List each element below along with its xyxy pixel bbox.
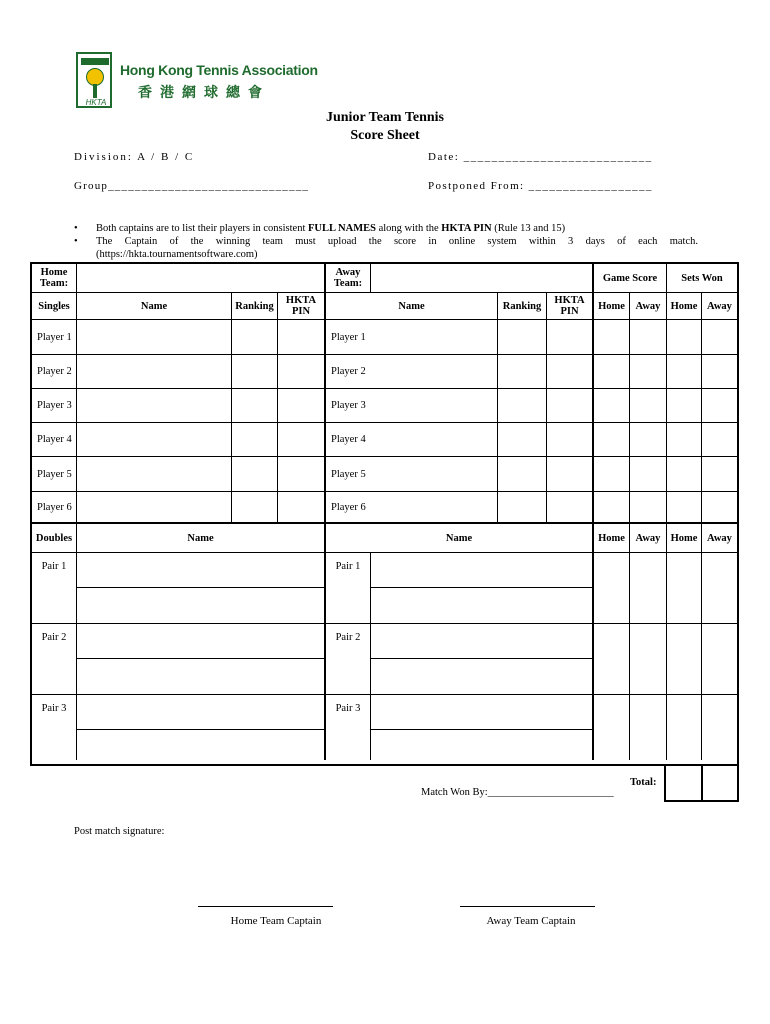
away-player-pin-input[interactable] [547,423,594,457]
home-player-label: Player 6 [32,492,77,524]
pair-game-home-input[interactable] [594,695,630,760]
sets-won-header: Sets Won [667,264,737,293]
game-home-input[interactable] [594,457,630,492]
doubles-game-home-header: Home [594,524,630,553]
hkta-logo [76,52,316,110]
game-away-input[interactable] [630,457,667,492]
away-player-label: Player 5 [326,457,371,492]
away-team-label: Away Team: [326,264,371,293]
away-player-label: Player 4 [326,423,371,457]
home-player-name-input[interactable] [77,389,232,423]
pair-game-home-input[interactable] [594,624,630,695]
away-pair-player-1-input[interactable] [371,624,594,659]
home-player-ranking-input[interactable] [232,320,278,355]
game-home-input[interactable] [594,492,630,524]
home-player-ranking-input[interactable] [232,389,278,423]
logo-emblem [76,52,112,108]
away-player-name-input[interactable] [371,423,498,457]
home-pair-label: Pair 2 [32,624,77,695]
instruction-2 [74,235,698,248]
logo-english-name: Hong Kong Tennis Association [120,62,318,78]
division-field[interactable]: Division: A / B / C [74,151,195,163]
pair-sets-home-input[interactable] [667,695,702,760]
pair-sets-away-input[interactable] [702,624,737,695]
home-pair-player-1-input[interactable] [77,695,326,730]
sets-away-input[interactable] [702,423,737,457]
bullet-icon: • [74,223,78,234]
away-player-name-input[interactable] [371,355,498,389]
logo-bar [81,58,109,65]
instruction-1-text: Both captains are to list their players in consistent [96,223,308,234]
home-player-pin-input[interactable] [278,389,326,423]
pair-sets-away-input[interactable] [702,695,737,760]
away-player-ranking-input[interactable] [498,423,547,457]
home-doubles-name-header: Name [77,524,326,553]
game-home-input[interactable] [594,355,630,389]
away-pair-label: Pair 3 [326,695,371,760]
away-player-name-input[interactable] [371,320,498,355]
home-player-label: Player 1 [32,320,77,355]
doubles-game-away-header: Away [630,524,667,553]
away-player-pin-input[interactable] [547,320,594,355]
title-line2: Score Sheet [350,128,420,143]
home-player-label: Player 4 [32,423,77,457]
pair-game-away-input[interactable] [630,624,667,695]
game-away-input[interactable] [630,423,667,457]
bullet-icon: • [74,236,78,247]
game-away-input[interactable] [630,492,667,524]
home-pair-player-1-input[interactable] [77,624,326,659]
away-player-label: Player 1 [326,320,371,355]
away-player-label: Player 2 [326,355,371,389]
date-field[interactable]: Date: ___________________________ [428,151,653,163]
full-names-emphasis: FULL NAMES [308,223,376,234]
sets-home-input[interactable] [667,355,702,389]
title-line1: Junior Team Tennis [325,110,445,125]
instructions [74,222,698,261]
away-player-ranking-input[interactable] [498,492,547,524]
home-player-label: Player 5 [32,457,77,492]
away-team-input[interactable] [371,264,594,293]
total-away-box[interactable] [701,764,739,802]
home-team-label: Home Team: [32,264,77,293]
away-pair-label: Pair 1 [326,553,371,624]
home-player-name-input[interactable] [77,457,232,492]
match-won-by-field[interactable]: Match Won By:________________________ [421,787,614,798]
pair-game-away-input[interactable] [630,553,667,624]
home-pair-label: Pair 3 [32,695,77,760]
home-pair-player-2-input[interactable] [77,730,326,760]
sets-away-input[interactable] [702,320,737,355]
game-home-header: Home [594,293,630,320]
home-captain-label: Home Team Captain [230,915,322,927]
instruction-1 [74,222,698,235]
sets-away-input[interactable] [702,389,737,423]
home-player-pin-input[interactable] [278,355,326,389]
home-player-name-input[interactable] [77,492,232,524]
pair-sets-away-input[interactable] [702,553,737,624]
postponed-field[interactable]: Postponed From: __________________ [428,180,653,192]
group-field[interactable]: Group______________________________ [74,180,310,192]
away-pair-player-2-input[interactable] [371,659,594,695]
home-player-label: Player 3 [32,389,77,423]
away-name-header: Name [326,293,498,320]
sets-home-input[interactable] [667,389,702,423]
game-home-input[interactable] [594,423,630,457]
score-table [30,262,739,766]
home-player-pin-input[interactable] [278,320,326,355]
home-pin-header: HKTA PIN [278,293,326,320]
home-player-name-input[interactable] [77,320,232,355]
total-home-box[interactable] [664,764,703,802]
away-player-ranking-input[interactable] [498,457,547,492]
away-player-label: Player 3 [326,389,371,423]
game-away-input[interactable] [630,389,667,423]
instruction-2-link[interactable]: (https://hkta.tournamentsoftware.com) [96,249,258,260]
sets-away-input[interactable] [702,457,737,492]
pair-sets-home-input[interactable] [667,624,702,695]
home-player-name-input[interactable] [77,355,232,389]
home-player-label: Player 2 [32,355,77,389]
sets-home-input[interactable] [667,457,702,492]
sets-away-input[interactable] [702,355,737,389]
away-pin-header: HKTA PIN [547,293,594,320]
away-player-pin-input[interactable] [547,355,594,389]
home-player-pin-input[interactable] [278,423,326,457]
instruction-1-mid: along with the [375,223,442,234]
home-captain-signature-line[interactable] [198,906,333,907]
sets-home-input[interactable] [667,492,702,524]
away-player-ranking-input[interactable] [498,355,547,389]
away-player-pin-input[interactable] [547,457,594,492]
home-pair-label: Pair 1 [32,553,77,624]
logo-chinese-name: 香港網球總會 [138,85,270,101]
home-player-ranking-input[interactable] [232,457,278,492]
home-player-pin-input[interactable] [278,492,326,524]
pair-game-home-input[interactable] [594,553,630,624]
instruction-1-rule: (Rule 13 and 15) [491,223,566,234]
total-label: Total: [630,777,657,788]
home-pair-player-1-input[interactable] [77,553,326,588]
away-captain-signature-line[interactable] [460,906,595,907]
logo-stick [93,84,97,98]
logo-abbr: HKTA [85,98,107,107]
away-player-name-input[interactable] [371,389,498,423]
doubles-sets-away-header: Away [702,524,737,553]
home-player-ranking-input[interactable] [232,423,278,457]
game-home-input[interactable] [594,389,630,423]
home-ranking-header: Ranking [232,293,278,320]
game-score-header: Game Score [594,264,667,293]
hkta-pin-emphasis: HKTA PIN [441,223,492,234]
game-away-input[interactable] [630,355,667,389]
away-pair-player-1-input[interactable] [371,553,594,588]
home-player-pin-input[interactable] [278,457,326,492]
game-away-input[interactable] [630,320,667,355]
away-ranking-header: Ranking [498,293,547,320]
sets-home-input[interactable] [667,320,702,355]
post-match-signature-label: Post match signature: [74,826,165,837]
pair-game-away-input[interactable] [630,695,667,760]
away-player-pin-input[interactable] [547,492,594,524]
sets-home-input[interactable] [667,423,702,457]
home-name-header: Name [77,293,232,320]
pair-sets-home-input[interactable] [667,553,702,624]
home-player-ranking-input[interactable] [232,492,278,524]
doubles-sets-home-header: Home [667,524,702,553]
away-pair-player-1-input[interactable] [371,695,594,730]
home-player-name-input[interactable] [77,423,232,457]
away-pair-player-2-input[interactable] [371,730,594,760]
sets-home-header: Home [667,293,702,320]
sets-away-input[interactable] [702,492,737,524]
away-doubles-name-header: Name [326,524,594,553]
game-away-header: Away [630,293,667,320]
home-pair-player-2-input[interactable] [77,659,326,695]
instruction-2-text: The Captain of the winning team must upload the score in online system within 3 days of each match. [96,236,698,247]
home-pair-player-2-input[interactable] [77,588,326,624]
away-player-pin-input[interactable] [547,389,594,423]
away-player-ranking-input[interactable] [498,389,547,423]
singles-header: Singles [32,293,77,320]
away-player-ranking-input[interactable] [498,320,547,355]
away-player-name-input[interactable] [371,457,498,492]
away-captain-label: Away Team Captain [486,915,576,927]
home-team-input[interactable] [77,264,326,293]
home-player-ranking-input[interactable] [232,355,278,389]
sets-away-header: Away [702,293,737,320]
away-pair-player-2-input[interactable] [371,588,594,624]
away-player-name-input[interactable] [371,492,498,524]
away-player-label: Player 6 [326,492,371,524]
doubles-header: Doubles [32,524,77,553]
away-pair-label: Pair 2 [326,624,371,695]
game-home-input[interactable] [594,320,630,355]
